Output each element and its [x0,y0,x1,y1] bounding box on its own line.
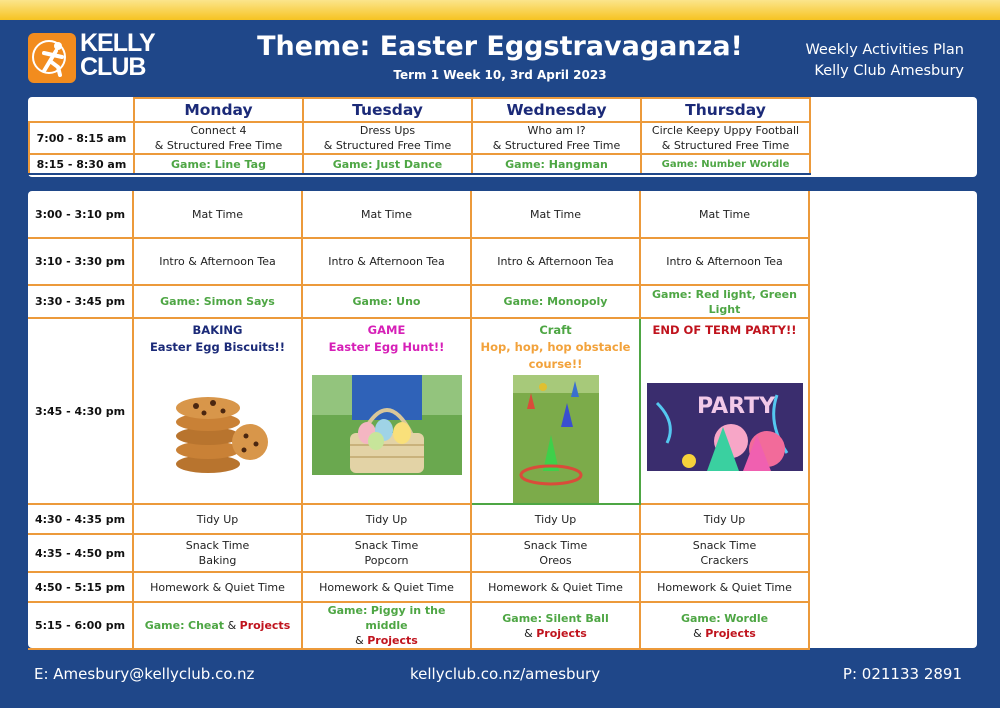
activity-cell: Snack Time Oreos [471,534,640,572]
day-header-row [29,98,810,122]
activity-cell: Mat Time [302,191,471,238]
activity-cell-craft: Craft Hop, hop, hop obstacle course!! [471,318,640,504]
activity-cell: Mat Time [640,191,809,238]
activity-cell: Homework & Quiet Time [471,572,640,602]
activity-cell: Tidy Up [133,504,302,534]
time-slot: 4:30 - 4:35 pm [28,504,133,534]
activity-cell: Homework & Quiet Time [133,572,302,602]
activity-cell: Tidy Up [471,504,640,534]
activity-cell: Circle Keepy Uppy Football & Structured Free Time [641,122,810,154]
schedule-row [28,572,809,602]
morning-table [28,97,811,175]
activity-cell: Intro & Afternoon Tea [640,238,809,285]
time-slot: 4:50 - 5:15 pm [28,572,133,602]
party-banner-text: PARTY [696,394,775,419]
activity-cell: Mat Time [471,191,640,238]
activity-cell: Who am I? & Structured Free Time [472,122,641,154]
schedule-row [28,191,809,238]
activity-cell: Snack Time Crackers [640,534,809,572]
location-label: Kelly Club Amesbury [814,63,964,79]
game-cell: Game: Monopoly [471,285,640,318]
time-slot: 4:35 - 4:50 pm [28,534,133,572]
day-monday: Monday [134,98,303,122]
time-slot: 3:00 - 3:10 pm [28,191,133,238]
morning-schedule [28,97,977,177]
activity-cell: Dress Ups & Structured Free Time [303,122,472,154]
game-cell: Game: Uno [302,285,471,318]
activity-cell: Intro & Afternoon Tea [471,238,640,285]
page-title: Theme: Easter Eggstravaganza! [257,31,743,62]
schedule-row-activity [28,318,809,504]
activity-cell: Tidy Up [302,504,471,534]
logo-line-2: CLUB [80,53,146,81]
day-wednesday: Wednesday [472,98,641,122]
activity-cell: Mat Time [133,191,302,238]
schedule-row-morning [29,122,810,154]
time-slot: 5:15 - 6:00 pm [28,602,133,649]
game-cell: Game: Red light, Green Light [640,285,809,318]
game-cell: Game: Line Tag [134,154,303,174]
activity-cell: Homework & Quiet Time [302,572,471,602]
game-cell: Game: Wordle & Projects [640,602,809,649]
activity-cell: Tidy Up [640,504,809,534]
egg-basket-image [312,375,462,475]
schedule-row [28,238,809,285]
activity-cell: Homework & Quiet Time [640,572,809,602]
footer-email[interactable]: E: Amesbury@kellyclub.co.nz [34,665,255,683]
schedule-row [28,285,809,318]
game-cell: Game: Piggy in the middle & Projects [302,602,471,649]
schedule-row [28,504,809,534]
footer-website[interactable]: kellyclub.co.nz/amesbury [410,665,601,683]
time-slot: 3:30 - 3:45 pm [28,285,133,318]
plan-info [805,40,964,82]
game-cell: Game: Silent Ball & Projects [471,602,640,649]
top-stripe [0,0,1000,20]
game-cell: Game: Hangman [472,154,641,174]
day-tuesday: Tuesday [303,98,472,122]
schedule-row [28,602,809,649]
party-image [647,383,803,471]
time-slot: 8:15 - 8:30 am [29,154,134,174]
activity-cell: Connect 4 & Structured Free Time [134,122,303,154]
activity-cell-easter-hunt: GAME Easter Egg Hunt!! [302,318,471,504]
activity-cell: Snack Time Baking [133,534,302,572]
plan-label: Weekly Activities Plan [805,42,964,58]
activity-cell-party: END OF TERM PARTY!! PARTY [640,318,809,504]
activity-cell: Intro & Afternoon Tea [302,238,471,285]
game-cell: Game: Cheat & Projects [133,602,302,649]
game-cell: Game: Number Wordle [641,154,810,174]
page-subtitle: Term 1 Week 10, 3rd April 2023 [393,68,607,82]
afternoon-table [28,191,810,650]
time-slot: 3:45 - 4:30 pm [28,318,133,504]
day-thursday: Thursday [641,98,810,122]
activity-cell: Intro & Afternoon Tea [133,238,302,285]
kelly-club-logo [28,29,158,85]
schedule-row [28,534,809,572]
footer-phone[interactable]: P: 021133 2891 [842,665,962,683]
schedule-row-morning-game [29,154,810,174]
activity-cell-baking: BAKING Easter Egg Biscuits!! [133,318,302,504]
running-figure-icon [28,33,76,83]
game-cell: Game: Just Dance [303,154,472,174]
activity-cell: Snack Time Popcorn [302,534,471,572]
time-slot: 3:10 - 3:30 pm [28,238,133,285]
time-slot: 7:00 - 8:15 am [29,122,134,154]
logo-line-1: KELLY [80,29,155,57]
obstacle-course-image [513,375,599,503]
logo-wordmark [80,31,155,79]
cookies-image [168,384,268,476]
afternoon-schedule [28,191,977,648]
game-cell: Game: Simon Says [133,285,302,318]
